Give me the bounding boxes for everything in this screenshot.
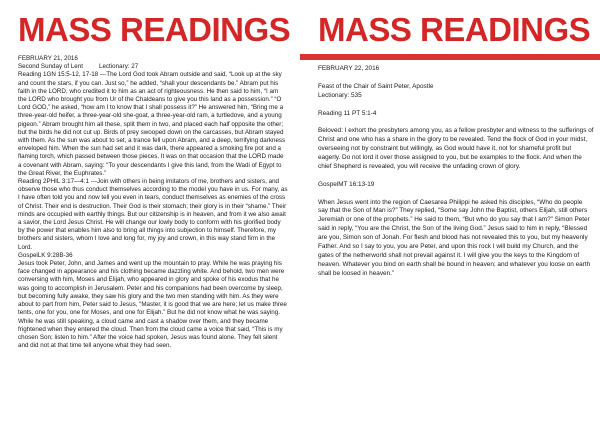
right-page (300, 0, 600, 424)
gospel-reference: GospelLK 9:28B-36 (18, 251, 73, 259)
left-readings (18, 55, 288, 350)
feast-name: Feast of the Chair of Saint Peter, Apostle (318, 82, 434, 90)
title-accent-bar (300, 54, 600, 60)
gospel-text: When Jesus went into the region of Caesarea Philippi he asked his disciples, “Who do people say that the Son of Man is?” They replied, “Some say John the Baptist, others Elijah, still others Jeremiah or one of the prophets.” He said to them, “But who do you say that I am?” Simon Peter said in reply, “You are the Christ, the Son of the living God.” Jesus said to him in reply, “Blessed are you, Simon son of Jonah. For flesh and blood has not revealed this to you, but my heavenly Father. And so I say to you, you are Peter, and upon this rock I will build my Church, and the gates of the netherworld shall not prevail against it. I will give you the keys to the Kingdom of heaven. Whatever you bind on earth shall be bound in heaven; and whatever you loose on earth shall be loosed in heaven.” (318, 198, 591, 277)
second-reading-reference: Reading 2PHIL 3:17—4:1 (18, 178, 89, 186)
liturgical-day-line (18, 63, 288, 71)
left-page (0, 0, 296, 424)
first-reading-text: ---The Lord God took Abram outside and said, “Look up at the sky and count the stars, if you can. Just so,” he added, “shall your descendants be.” Abram put his faith in the LORD, who credited it to him as an act of righteousness. He then said to him, “I am the LORD who brought you from Ur of the Chaldeans to give you this land as a possession.” “O Lord GOD,” he asked, “how am I to know that I shall possess it?” He answered him, “Bring me a three-year-old heifer, a three-year-old she-goat, a three-year-old ram, a turtledove, and a young pigeon.” Abram brought him all these, split them in two, and placed each half opposite the other; but the birds he did not cut up. Birds of prey swooped down on the carcasses, but Abram stayed with them. As the sun was about to set, a trance fell upon Abram, and a deep, terrifying darkness enveloped him. When the sun had set and it was dark, there appeared a smoking fire pot and a flaming torch, which passed between those pieces. It was on that occasion that the LORD made a covenant with Abram, saying: “To your descendants I give this land, from the Wadi of Egypt to the Great River, the Euphrates.” (18, 71, 286, 177)
liturgical-occasion: Second Sunday of Lent (18, 63, 83, 71)
first-reading (18, 71, 288, 178)
first-reading-reference: Reading 1GN 15:5-12, 17-18 (18, 71, 99, 79)
lectionary-number: Lectionary: 27 (98, 63, 139, 71)
second-reading (18, 178, 288, 252)
first-reading-reference: Reading 11 PT 5:1-4 (318, 109, 377, 117)
reading-date: FEBRUARY 22, 2016 (318, 65, 380, 72)
lectionary-number: Lectionary: 535 (318, 91, 362, 99)
gospel-reference: GospelMT 16:13-19 (318, 180, 375, 188)
second-reading-text: ---Join with others in being imitators of me, brothers and sisters, and observe those who thus conduct themselves according to the model you have in us. For many, as I have often told you and now tell you even in tears, conduct themselves as enemies of the cross of Christ. Their end is destruction. Their God is their stomach; their glory is in their “shame.” Their minds are occupied with earthly things. But our citizenship is in heaven, and from it we also await a savior, the Lord Jesus Christ. He will change our lowly body to conform with his glorified body by the power that enables him also to bring all things into subjection to himself. Therefore, my brothers and sisters, whom I love and long for, my joy and crown, in this way stand firm in the Lord. (18, 178, 288, 251)
reading-date: FEBRUARY 21, 2016 (18, 55, 78, 62)
first-reading-text: Beloved: I exhort the presbyters among you, as a fellow presbyter and witness to the sufferings of Christ and one who has a share in the glory to be revealed. Tend the flock of God in your midst, overseeing not by constraint but willingly, as God would have it, not for shameful profit but eagerly. Do not lord it over those assigned to you, but be examples to the flock. And when the chief Shepherd is revealed, you will receive the unfading crown of glory. (318, 127, 594, 170)
gospel-text: Jesus took Peter, John, and James and went up the mountain to pray. While he was praying his face changed in appearance and his clothing became dazzling white. And behold, two men were conversing with him, Moses and Elijah, who appeared in glory and spoke of his exodus that he was going to accomplish in Jerusalem. Peter and his companions had been overcome by sleep, but becoming fully awake, they saw his glory and the two men standing with him. As they were about to part from him, Peter said to Jesus, “Master, it is good that we are here; let us make three tents, one for you, one for Moses, and one for Elijah.” But he did not know what he was saying. While he was still speaking, a cloud came and cast a shadow over them, and they became frightened when they entered the cloud. Then from the cloud came a voice that said, “This is my chosen Son; listen to him.” After the voice had spoken, Jesus was found alone. They fell silent and did not at that time tell anyone what they had seen. (18, 260, 287, 350)
page-title: MASS READINGS (318, 11, 591, 48)
page-title: MASS READINGS (18, 11, 291, 48)
right-readings (318, 65, 594, 279)
